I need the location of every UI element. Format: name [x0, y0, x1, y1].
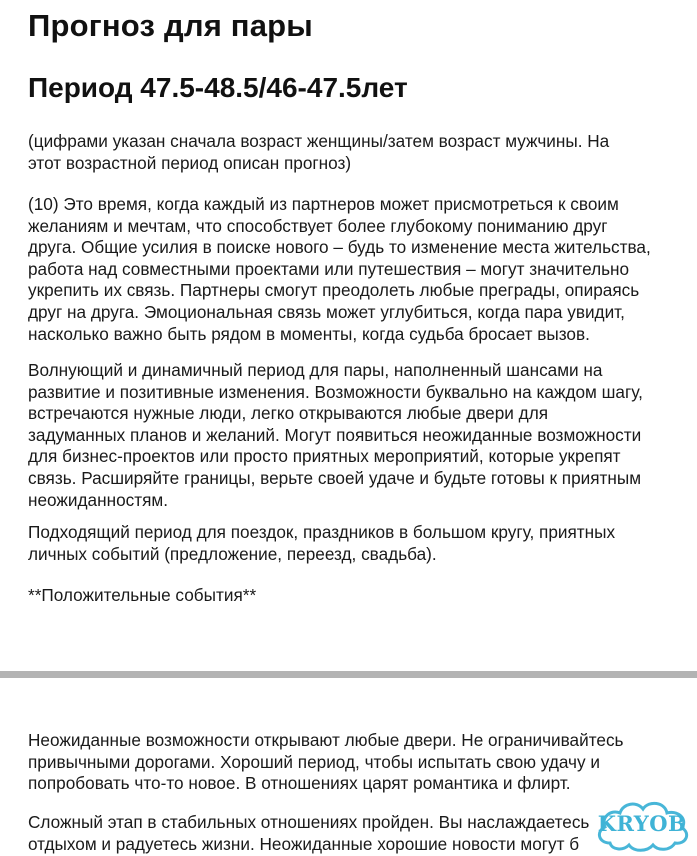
- next-section-paragraph-1: [28, 730, 678, 795]
- text-line: друг на друга. Эмоциональная связь может углубиться, когда пара увидит,: [28, 301, 625, 322]
- kryob-watermark-logo: [592, 793, 692, 855]
- positive-events-label: [28, 585, 678, 607]
- text-line: **Положительные события**: [28, 585, 257, 605]
- text-line: работа над совместными проектами или путешествия – могут значительно: [28, 258, 630, 279]
- text-line: желаниям и мечтам, что способствует более глубокому пониманию друг: [28, 215, 608, 236]
- text-line: встречаются нужные люди, легко открываются любые двери для: [28, 403, 549, 424]
- text-line: этот возрастной период описан прогноз): [28, 152, 352, 173]
- period-heading: Период 47.5-48.5/46-47.5лет: [28, 72, 408, 103]
- next-section-paragraph-2: [28, 812, 678, 855]
- text-line: личных событий (предложение, переезд, свадьба).: [28, 543, 437, 564]
- text-line: Сложный этап в стабильных отношениях пройден. Вы наслаждаетесь: [28, 812, 590, 832]
- forecast-paragraph-2: [28, 360, 678, 511]
- section-divider: [0, 671, 697, 678]
- intro-paragraph: [28, 131, 678, 174]
- text-line: связь. Расширяйте границы, верьте своей удаче и будьте готовы к приятным: [28, 467, 642, 488]
- text-line: Подходящий период для поездок, праздников в большом кругу, приятных: [28, 522, 616, 542]
- text-line: отдыхом и радуетесь жизни. Неожиданные хорошие новости могут б: [28, 833, 580, 854]
- text-line: развитие и позитивные изменения. Возможности буквально на каждом шагу,: [28, 381, 643, 402]
- forecast-paragraph-1: [28, 194, 678, 345]
- forecast-paragraph-3: [28, 522, 678, 565]
- text-line: друга. Общие усилия в поиске нового – будь то изменение места жительства,: [28, 237, 651, 258]
- text-line: укрепить их связь. Партнеры смогут преодолеть любые преграды, опираясь: [28, 280, 640, 301]
- text-line: неожиданностям.: [28, 489, 169, 510]
- text-line: (цифрами указан сначала возраст женщины/затем возраст мужчины. На: [28, 131, 610, 151]
- text-line: (10) Это время, когда каждый из партнеров может присмотреться к своим: [28, 194, 619, 214]
- text-line: для бизнес-проектов или просто приятных мероприятий, которые укрепят: [28, 446, 621, 467]
- page-title: Прогноз для пары: [28, 8, 313, 43]
- text-line: Волнующий и динамичный период для пары, наполненный шансами на: [28, 360, 603, 380]
- text-line: насколько важно быть рядом в моменты, когда судьба бросает вызов.: [28, 323, 590, 344]
- text-line: попробовать что-то новое. В отношениях царят романтика и флирт.: [28, 773, 571, 794]
- text-line: задуманных планов и желаний. Могут появиться неожиданные возможности: [28, 424, 642, 445]
- watermark-text: KRYOB: [597, 811, 687, 836]
- text-line: привычными дорогами. Хороший период, чтобы испытать свою удачу и: [28, 751, 600, 772]
- text-line: Неожиданные возможности открывают любые двери. Не ограничивайтесь: [28, 730, 624, 750]
